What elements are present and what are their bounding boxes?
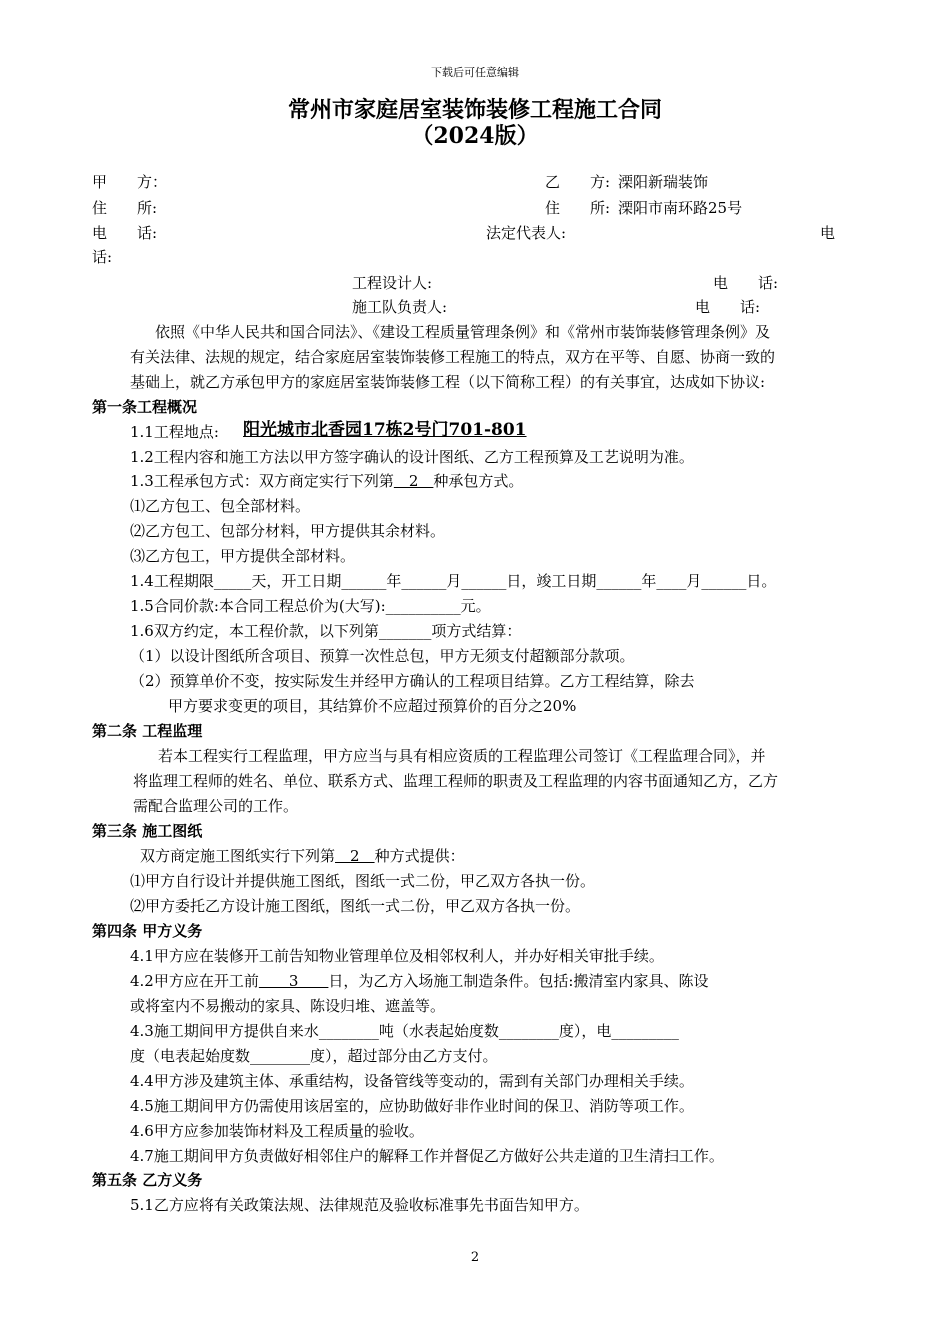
party-a-label: 甲 方： (92, 173, 168, 191)
site-label: 1.1工程地点: (130, 423, 219, 441)
clause-line: 1.2工程内容和施工方法以甲方签字确认的设计图纸、乙方工程预算及工艺说明为准。 (130, 448, 694, 466)
clause-line: 需配合监理公司的工作。 (133, 797, 299, 815)
clause-line: 4.5施工期间甲方仍需使用该居室的，应协助做好非作业时间的保卫、消防等项工作。 (130, 1097, 694, 1115)
party-b-address-label: 住 所: (545, 199, 611, 217)
section-heading: 第一条工程概况 (92, 398, 198, 416)
clause-line: 4.3施工期间甲方提供自来水________吨（水表起始度数________度），电_________ (130, 1022, 679, 1040)
option-line: ⑴甲方自行设计并提供施工图纸，图纸一式二份，甲乙双方各执一份。 (130, 872, 596, 890)
prep-days-value: 3 (258, 972, 329, 990)
clause-line: （1）以设计图纸所含项目、预算一次性总包，甲方无须支付超额部分款项。 (130, 647, 635, 665)
section-heading: 第三条 施工图纸 (92, 822, 203, 840)
designer-label: 工程设计人: (352, 274, 433, 292)
clause-line: 或将室内不易搬动的家具、陈设归堆、遮盖等。 (130, 997, 446, 1015)
party-b-name: 溧阳新瑞装饰 (618, 173, 709, 191)
clause-line: 1.6双方约定，本工程价款，以下列第_______项方式结算： (130, 622, 522, 640)
section-heading: 第四条 甲方义务 (92, 922, 203, 940)
designer-phone-label: 电 话: (713, 274, 779, 292)
clause-line: 4.4甲方涉及建筑主体、承重结构，设备管线等变动的，需到有关部门办理相关手续。 (130, 1072, 694, 1090)
document-title: 常州市家庭居室装饰装修工程施工合同 (287, 97, 662, 123)
party-b-address: 溧阳市南环路25号 (618, 199, 743, 217)
clause-line: 甲方要求变更的项目，其结算价不应超过预算价的百分之20% (168, 697, 577, 715)
clause-line: 1.3工程承包方式：双方商定实行下列第 2 种承包方式。 (130, 472, 524, 490)
clause-line: 若本工程实行工程监理，甲方应当与具有相应资质的工程监理公司签订《工程监理合同》，并 (158, 747, 766, 765)
clause-line: 5.1乙方应将有关政策法规、法律规范及验收标准事先书面告知甲方。 (130, 1196, 589, 1214)
party-a-phone-label: 电 话: (92, 224, 158, 242)
clause-line: 度（电表起始度数________度），超过部分由乙方支付。 (130, 1047, 498, 1065)
page-number: 2 (470, 1250, 480, 1265)
party-b-phone-label-cont: 话: (92, 248, 113, 266)
option-line: ⑵乙方包工、包部分材料，甲方提供其余材料。 (130, 522, 446, 540)
clause-line: 将监理工程师的姓名、单位、联系方式、监理工程师的职责及工程监理的内容书面通知乙方，乙方 (133, 772, 779, 790)
section-heading: 第五条 乙方义务 (92, 1171, 203, 1189)
intro-line: 基础上，就乙方承包甲方的家庭居室装饰装修工程（以下简称工程）的有关事宜，达成如下协议: (130, 373, 766, 391)
drawing-method-value: 2 (335, 847, 375, 865)
clause-line: 1.4工程期限_____天，开工日期______年______月______日，竣工日期______年____月______日。 (130, 572, 777, 590)
party-b-label: 乙 方: (545, 173, 611, 191)
clause-line: 4.7施工期间甲方负责做好相邻住户的解释工作并督促乙方做好公共走道的卫生清扫工作。 (130, 1147, 724, 1165)
team-lead-label: 施工队负责人: (352, 298, 448, 316)
option-line: ⑴乙方包工、包全部材料。 (130, 497, 311, 515)
header-note: 下载后可任意编辑 (431, 66, 519, 79)
document-subtitle: （2024版） (411, 123, 539, 149)
party-a-address-label: 住 所: (92, 199, 158, 217)
clause-line: 4.1甲方应在装修开工前告知物业管理单位及相邻权利人，并办好相关审批手续。 (130, 947, 664, 965)
clause-line: 双方商定施工图纸实行下列第 2 种方式提供： (140, 847, 465, 865)
legal-rep-label: 法定代表人: (486, 224, 567, 242)
option-line: ⑶乙方包工，甲方提供全部材料。 (130, 547, 356, 565)
clause-line: （2）预算单价不变，按实际发生并经甲方确认的工程项目结算。乙方工程结算，除去 (130, 672, 695, 690)
section-heading: 第二条 工程监理 (92, 722, 203, 740)
party-b-phone-label: 电 (820, 224, 836, 242)
team-lead-phone-label: 电 话: (695, 298, 761, 316)
clause-line: 1.5合同价款:本合同工程总价为(大写):__________元。 (130, 597, 491, 615)
clause-line: 4.6甲方应参加装饰材料及工程质量的验收。 (130, 1122, 424, 1140)
intro-line: 依照《中华人民共和国合同法》、《建设工程质量管理条例》和《常州市装饰装修管理条例》及 (155, 323, 771, 341)
site-address: 阳光城市北香园17栋2号门701-801 (243, 420, 527, 440)
contract-type-value: 2 (393, 472, 434, 490)
intro-line: 有关法律、法规的规定，结合家庭居室装饰装修工程施工的特点，双方在平等、自愿、协商一致的 (130, 348, 776, 366)
clause-line: 4.2甲方应在开工前 3 日，为乙方入场施工制造条件。包括:搬清室内家具、陈设 (130, 972, 709, 990)
option-line: ⑵甲方委托乙方设计施工图纸，图纸一式二份，甲乙双方各执一份。 (130, 897, 581, 915)
